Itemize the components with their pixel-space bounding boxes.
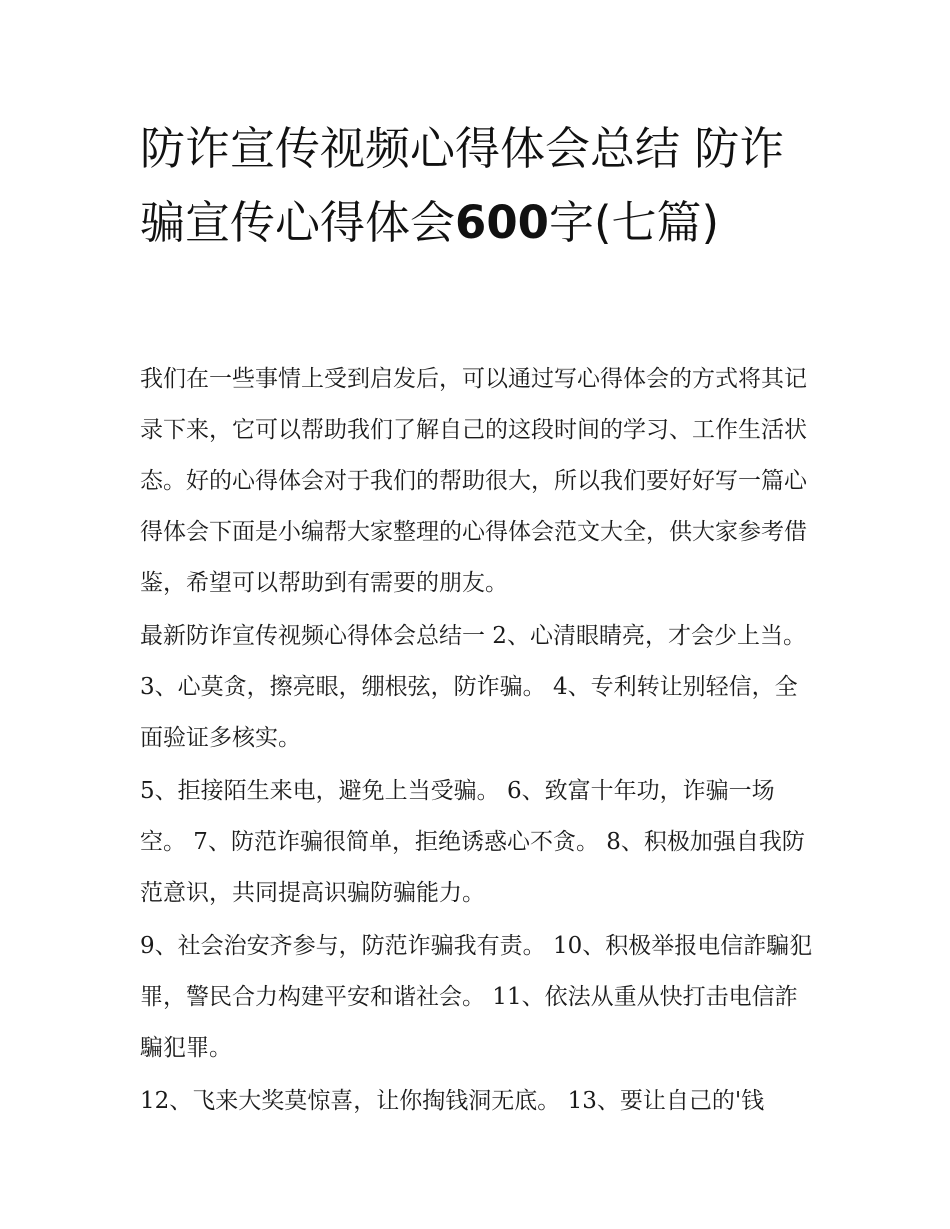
slogan-paragraph-3: 9、社会治安齐参与，防范诈骗我有责。 10、积极举报电信詐騙犯罪，警民合力构建平安和谐社会。 11、依法从重从快打击电信詐騙犯罪。 <box>140 933 813 1061</box>
title-number: 600 <box>455 196 549 249</box>
document-title <box>140 112 815 260</box>
title-text-part1: 防诈宣传视频心得体会总结 防诈骗宣传心得体会 <box>140 122 785 249</box>
slogan-paragraph-2: 5、拒接陌生来电，避免上当受骗。 6、致富十年功，诈骗一场空。 7、防范诈骗很简单，拒绝诱惑心不贪。 8、积极加强自我防范意识，共同提高识骗防骗能力。 <box>140 778 805 906</box>
intro-paragraph: 我们在一些事情上受到启发后，可以通过写心得体会的方式将其记录下来，它可以帮助我们了解自己的这段时间的学习、工作生活状态。好的心得体会对于我们的帮助很大，所以我们要好好写一篇心得体会下面是小编帮大家整理的心得体会范文大全，供大家参考借鉴，希望可以帮助到有需要的朋友。 <box>140 366 807 596</box>
document-body <box>140 354 815 1129</box>
slogan-paragraph-4: 12、飞来大奖莫惊喜，让你掏钱洞无底。 13、要让自己的'钱 <box>140 1088 765 1114</box>
slogan-paragraph-1: 最新防诈宣传视频心得体会总结一 2、心清眼睛亮，才会少上当。 3、心莫贪，擦亮眼，绷根弦，防诈骗。 4、专利转让别轻信，全面验证多核实。 <box>140 623 806 751</box>
title-text-part2: 字(七篇) <box>548 196 720 249</box>
